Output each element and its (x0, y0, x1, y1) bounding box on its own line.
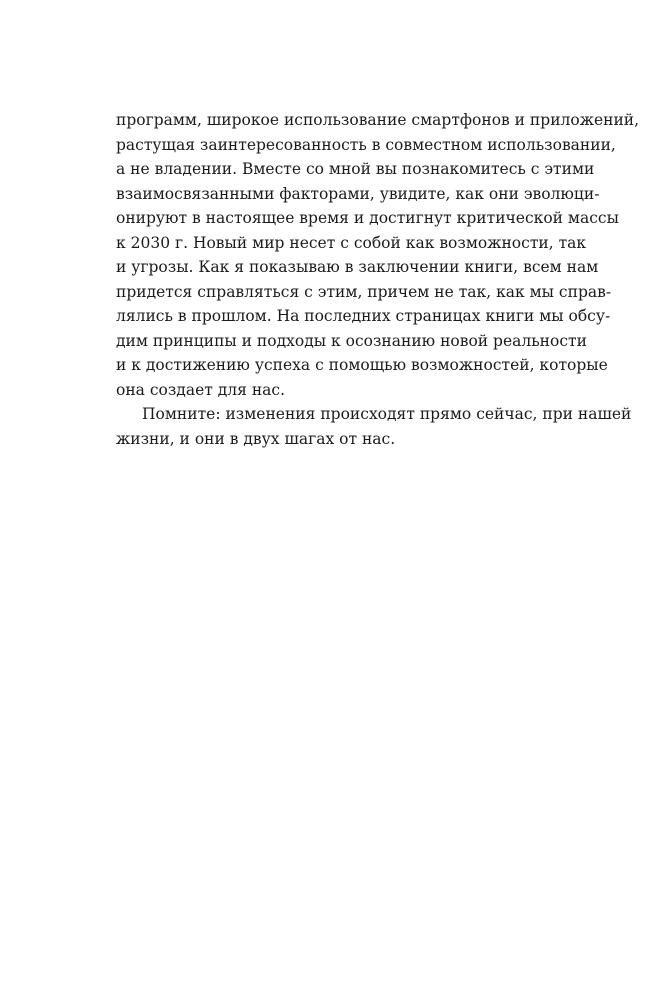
paragraph-line: и угрозы. Как я показываю в заключении книги, всем нам (116, 258, 599, 276)
paragraph-line: лялись в прошлом. На последних страницах книги мы обсу- (116, 307, 611, 325)
paragraph-line: программ, широкое использование смартфонов и приложений, (116, 111, 640, 129)
paragraph-line: Помните: изменения происходят прямо сейчас, при нашей (142, 405, 632, 423)
paragraph-1 (116, 108, 640, 402)
paragraph-line: она создает для нас. (116, 380, 286, 399)
body-text (116, 108, 640, 451)
paragraph-line: растущая заинтересованность в совместном использовании, (116, 135, 616, 154)
paragraph-line: к 2030 г. Новый мир несет с собой как возможности, так (116, 233, 587, 252)
paragraph-2 (116, 402, 632, 451)
paragraph-line: а не владении. Вместе со мной вы познакомитесь с этими (116, 160, 595, 178)
paragraph-line: и к достижению успеха с помощью возможностей, которые (116, 356, 608, 374)
paragraph-line: взаимосвязанными факторами, увидите, как они эволюци- (116, 184, 600, 203)
paragraph-line: дим принципы и подходы к осознанию новой реальности (116, 331, 587, 350)
paragraph-line: жизни, и они в двух шагах от нас. (116, 429, 396, 448)
paragraph-line: придется справляться с этим, причем не так, как мы спрaв- (116, 282, 612, 301)
paragraph-line: онируют в настоящее время и достигнут критической массы (116, 209, 619, 227)
